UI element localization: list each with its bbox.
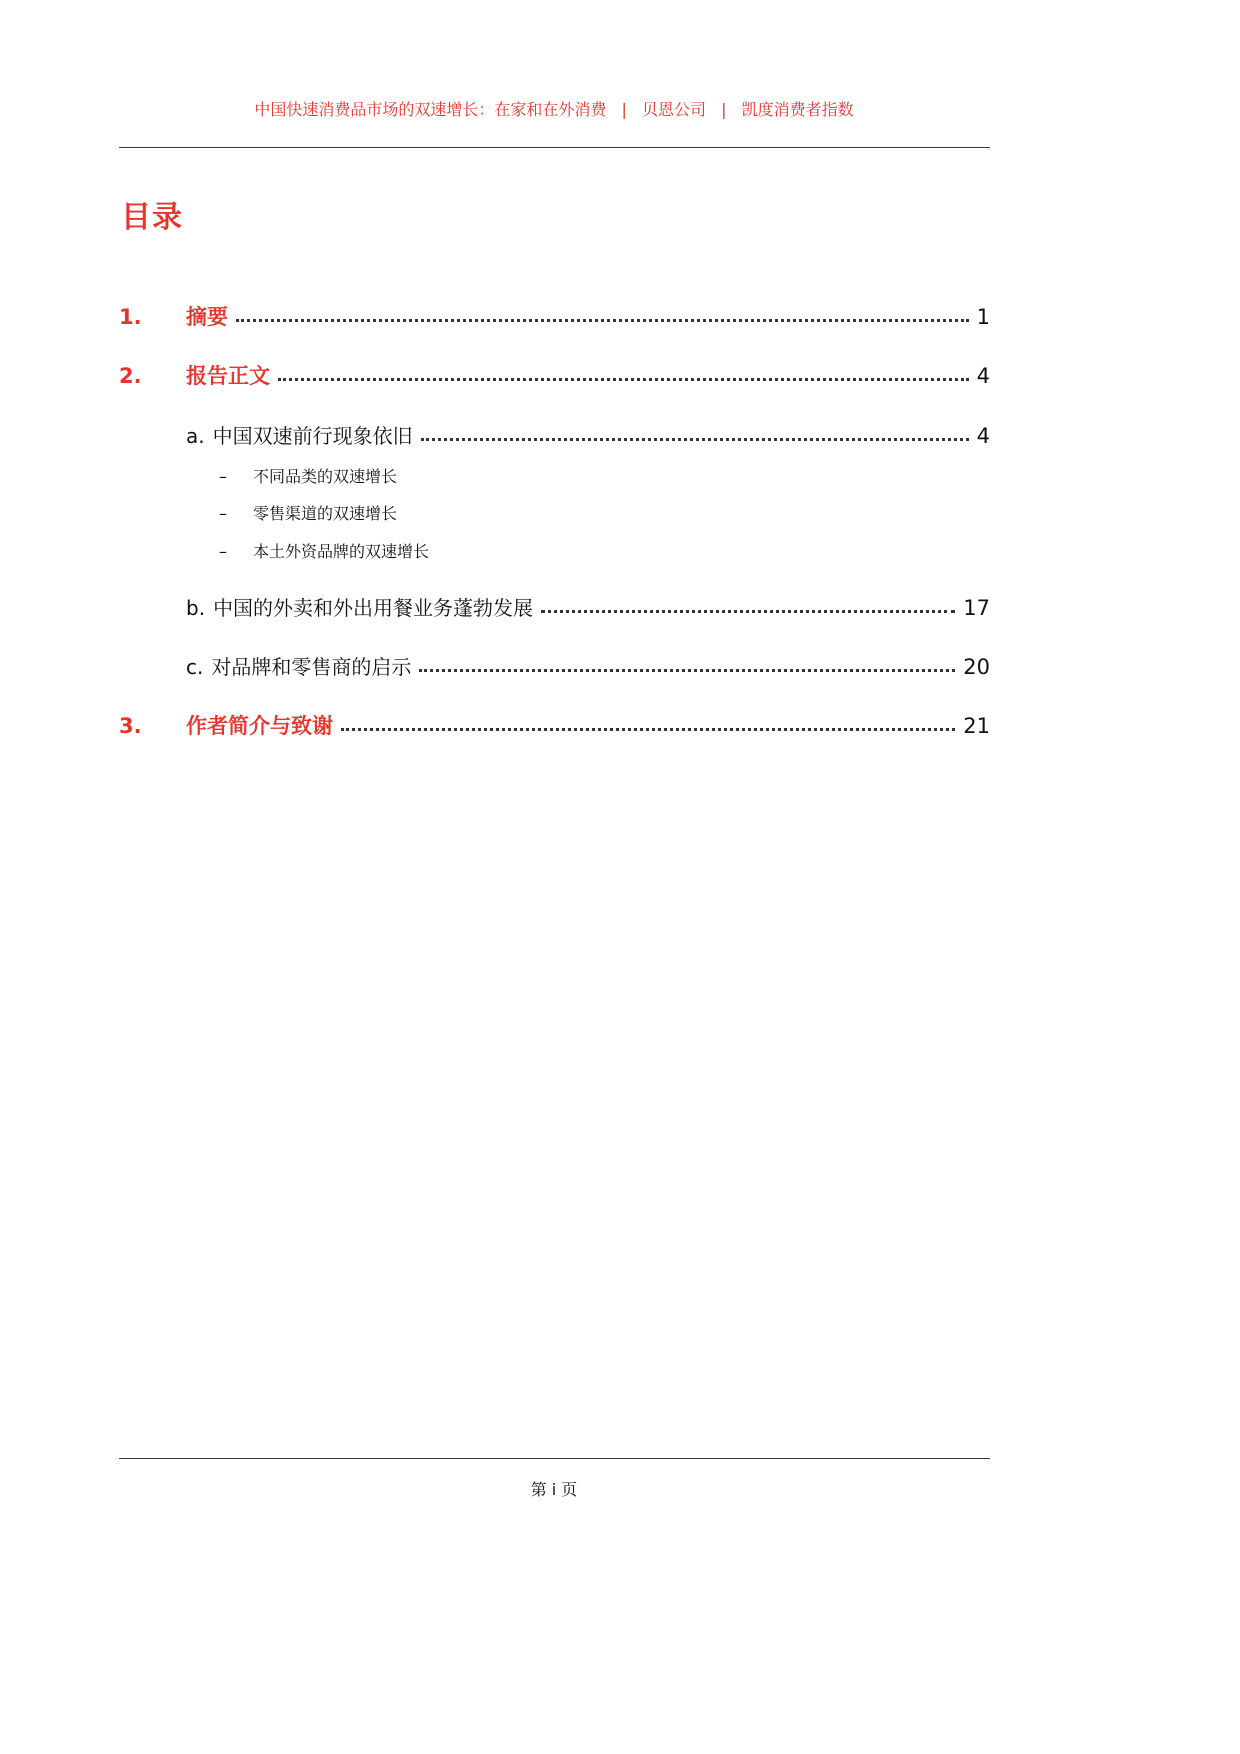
toc-entry-page: 21 — [963, 714, 990, 738]
toc-subentry-label — [186, 592, 533, 621]
toc-entry-number: 3. — [119, 714, 142, 738]
header-separator: | — [721, 100, 727, 119]
toc-subentry-label — [186, 651, 411, 680]
toc-subentry-letter: c. — [186, 655, 204, 679]
dash-marker: – — [219, 504, 227, 523]
toc-subentry-text: 对品牌和零售商的启示 — [211, 655, 412, 679]
toc-subentry-page: 17 — [963, 596, 990, 620]
toc-subentry-implications[interactable] — [186, 651, 990, 681]
toc-subitem — [219, 501, 397, 524]
toc-entry-page: 4 — [976, 364, 990, 388]
toc-subentry-page: 4 — [976, 424, 990, 448]
toc-subentry-label — [186, 420, 413, 449]
toc-entry-authors[interactable] — [119, 710, 990, 740]
dash-marker: – — [219, 467, 227, 486]
toc-subentry-text: 中国双速前行现象依旧 — [212, 424, 413, 448]
toc-subentry-page: 20 — [963, 655, 990, 679]
toc-subitem — [219, 539, 429, 562]
dot-leader — [236, 319, 969, 322]
toc-subentry-letter: b. — [186, 596, 206, 620]
toc-entry-summary[interactable] — [119, 301, 990, 331]
toc-subentry-takeout[interactable] — [186, 592, 990, 622]
dot-leader — [541, 610, 955, 613]
report-title: 中国快速消费品市场的双速增长：在家和在外消费 — [254, 100, 607, 119]
page-number: 第 i 页 — [530, 1480, 578, 1499]
footer-divider — [119, 1458, 990, 1459]
toc-entry-label: 摘要 — [186, 305, 228, 329]
toc-entry-label: 报告正文 — [186, 364, 270, 388]
toc-subentry-letter: a. — [186, 424, 205, 448]
toc-subentry-dual-speed[interactable] — [186, 420, 990, 450]
dot-leader — [421, 438, 969, 441]
toc-subitem — [219, 464, 397, 487]
toc-entry-main-report[interactable] — [119, 360, 990, 390]
dot-leader — [419, 669, 955, 672]
dash-marker: – — [219, 542, 227, 561]
toc-entry-number: 1. — [119, 305, 142, 329]
running-header — [0, 97, 1108, 120]
toc-subitem-label: 本土外资品牌的双速增长 — [253, 542, 430, 561]
toc-subitem-label: 零售渠道的双速增长 — [253, 504, 398, 523]
toc-entry-label: 作者简介与致谢 — [186, 714, 333, 738]
toc-subentry-text: 中国的外卖和外出用餐业务蓬勃发展 — [213, 596, 534, 620]
header-divider — [119, 147, 990, 148]
dot-leader — [278, 378, 969, 381]
toc-entry-number: 2. — [119, 364, 142, 388]
dot-leader — [341, 728, 955, 731]
header-org-bain: 贝恩公司 — [641, 100, 706, 119]
header-separator: | — [621, 100, 627, 119]
toc-subitem-label: 不同品类的双速增长 — [253, 467, 398, 486]
toc-entry-page: 1 — [976, 305, 990, 329]
header-org-kantar: 凯度消费者指数 — [741, 100, 854, 119]
toc-title: 目录 — [121, 200, 183, 235]
